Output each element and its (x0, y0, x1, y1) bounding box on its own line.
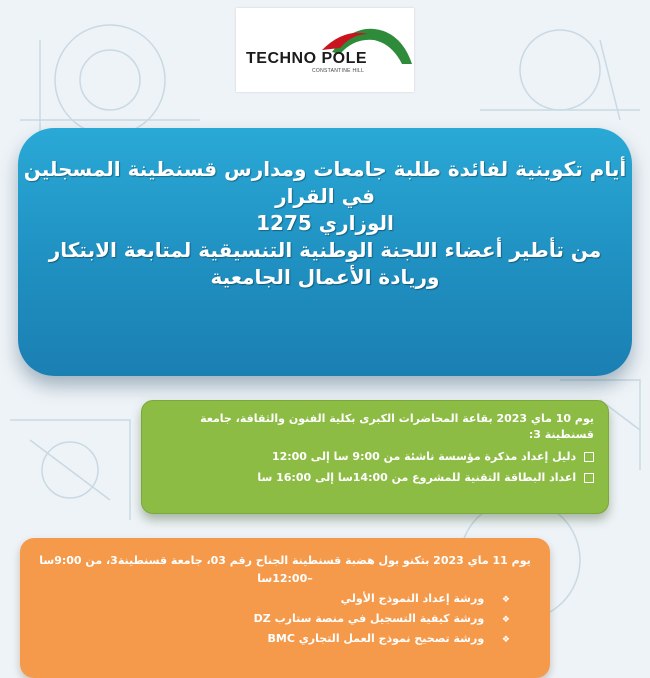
day2-item-text: ورشة تصحيح نموذج العمل التجاري BMC (267, 632, 485, 645)
banner-line-4: من تأطير أعضاء اللجنة الوطنية التنسيقية لمتابعة الابتكار (48, 238, 602, 262)
techno-pole-logo (236, 8, 414, 92)
checkbox-icon (584, 452, 594, 462)
logo-name: TECHNO POLE (246, 50, 368, 67)
day1-item (156, 449, 594, 464)
banner-line-3: الوزاري 1275 (256, 211, 394, 235)
day2-item (38, 591, 510, 608)
day1-item-text: دليل إعداد مذكرة مؤسسة ناشئة من 9:00 سا إلى 12:00 (271, 450, 577, 463)
checkbox-icon (584, 473, 594, 483)
day2-intro: يوم 11 ماي 2023 بتكنو بول هضبة قسنطينة الجناح رقم 03، جامعة قسنطينة3، من 9:00سا –12:00سا (39, 554, 531, 585)
banner-line-2: في القرار (275, 184, 375, 208)
day2-item (38, 631, 510, 648)
logo-tagline: CONSTANTINE HILL (312, 68, 365, 74)
day2-card (20, 538, 550, 678)
day2-item-text: ورشة إعداد النموذج الأولي (340, 592, 485, 605)
diamond-bullet-icon: ❖ (501, 635, 510, 645)
day2-item-text: ورشة كيفية التسجيل في منصة ستارب DZ (253, 612, 485, 625)
title-banner (18, 128, 632, 376)
diamond-bullet-icon: ❖ (501, 615, 510, 625)
day1-item-text: اعداد البطاقة التقنية للمشروع من 14:00سا إلى 16:00 سا (257, 471, 577, 484)
banner-line-5: وريادة الأعمال الجامعية (210, 265, 440, 289)
day1-card (141, 400, 609, 514)
diamond-bullet-icon: ❖ (501, 595, 510, 605)
day2-item (38, 611, 510, 628)
day1-intro: يوم 10 ماي 2023 بقاعة المحاضرات الكبرى بكلية الفنون والثقافة، جامعة قسنطينة 3: (200, 412, 594, 441)
banner-line-1: أيام تكوينية لفائدة طلبة جامعات ومدارس قسنطينة المسجلين (23, 157, 627, 181)
day1-item (156, 470, 594, 485)
